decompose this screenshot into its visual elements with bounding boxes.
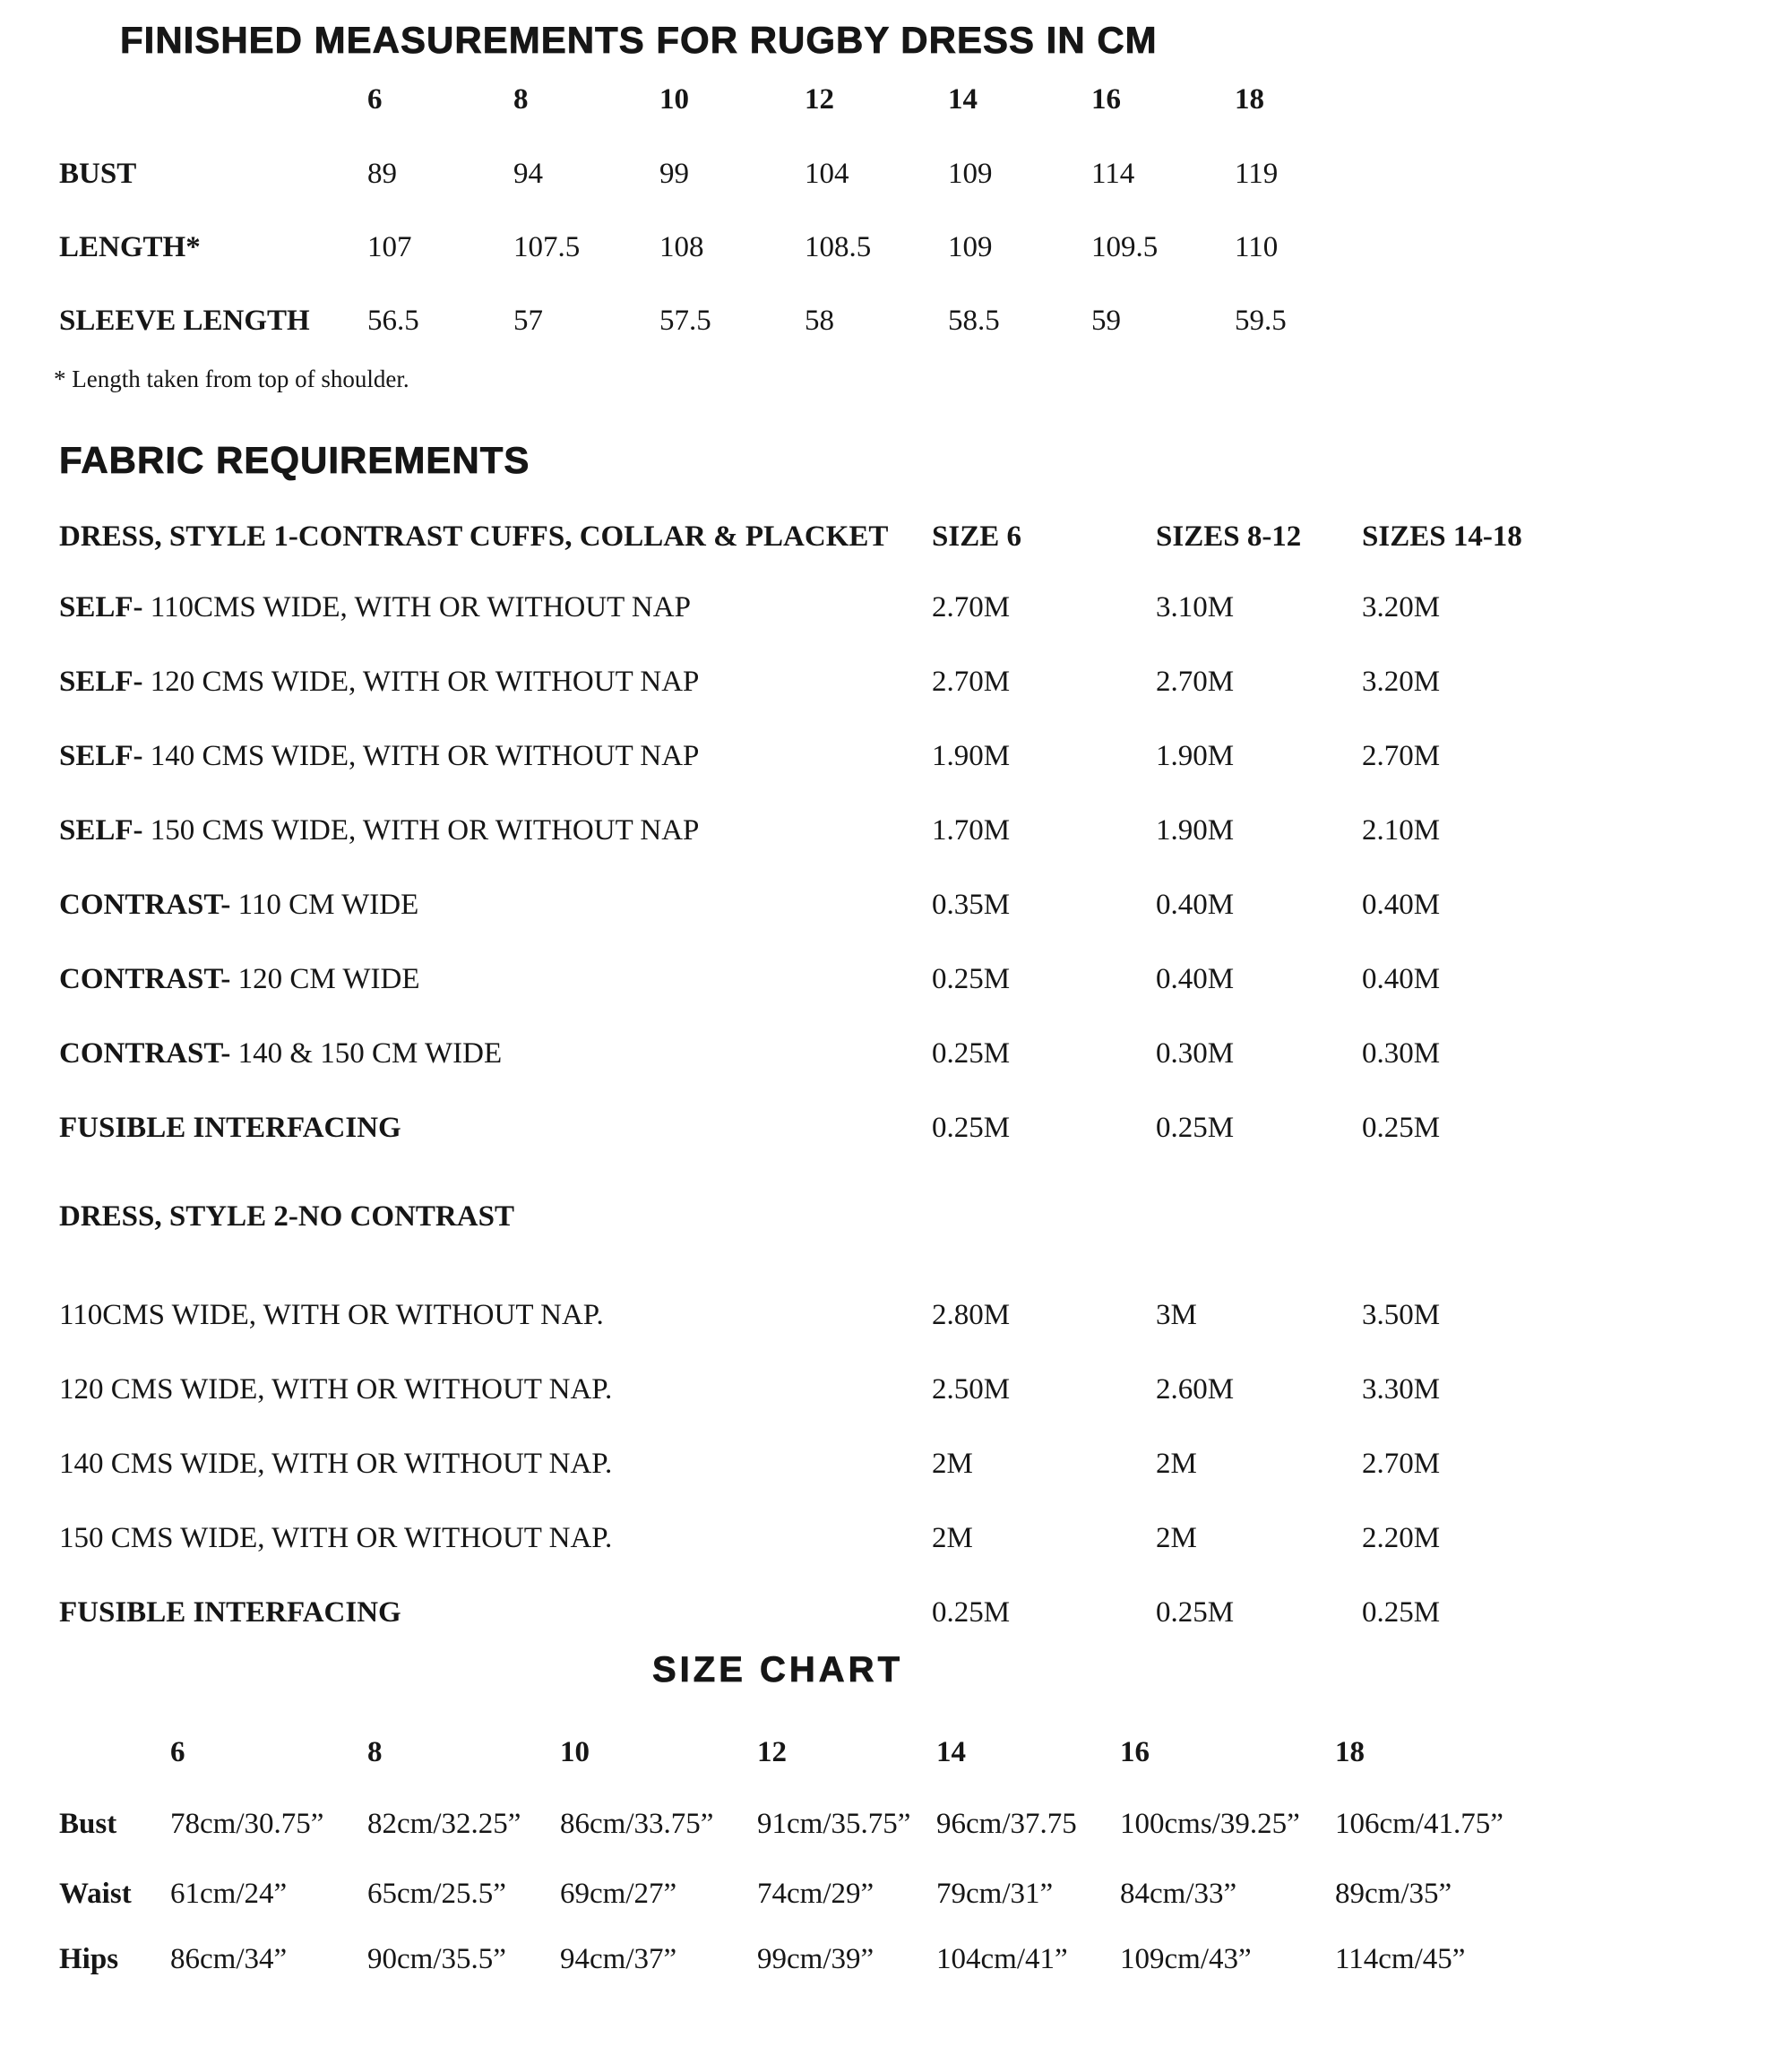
size-column-header: 16 <box>1120 1736 1150 1768</box>
cell-value: 59 <box>1091 305 1121 337</box>
cell-value: 94cm/37” <box>560 1943 677 1975</box>
cell-value: 0.25M <box>932 1112 1011 1144</box>
cell-value: 2.50M <box>932 1373 1011 1406</box>
cell-value: 3.30M <box>1362 1373 1441 1406</box>
cell-value: 0.40M <box>1362 889 1441 921</box>
row-label-bold: SELF- <box>59 814 143 847</box>
size-column-header: 6 <box>367 83 383 116</box>
fabric-column-header: SIZE 6 <box>932 520 1021 553</box>
cell-value: 2.70M <box>1156 666 1235 698</box>
cell-value: 114 <box>1091 158 1135 190</box>
row-label: Hips <box>59 1943 119 1975</box>
cell-value: 59.5 <box>1235 305 1287 337</box>
cell-value: 110 <box>1235 231 1279 263</box>
cell-value: 109.5 <box>1091 231 1159 263</box>
row-label <box>59 814 699 848</box>
cell-value: 57 <box>513 305 543 337</box>
cell-value: 91cm/35.75” <box>757 1808 911 1840</box>
cell-value: 2.60M <box>1156 1373 1235 1406</box>
cell-value: 2.10M <box>1362 814 1441 847</box>
cell-value: 0.40M <box>1362 963 1441 995</box>
cell-value: 2.20M <box>1362 1522 1441 1554</box>
cell-value: 56.5 <box>367 305 419 337</box>
cell-value: 61cm/24” <box>170 1878 288 1910</box>
cell-value: 3.20M <box>1362 666 1441 698</box>
size-column-header: 14 <box>936 1736 966 1768</box>
cell-value: 108.5 <box>805 231 872 263</box>
row-label <box>59 666 699 700</box>
row-label-bold: FUSIBLE INTERFACING <box>59 1112 401 1144</box>
style2-header: DRESS, STYLE 2-NO CONTRAST <box>59 1200 514 1233</box>
row-label-bold: CONTRAST- <box>59 889 231 921</box>
size-column-header: 10 <box>560 1736 590 1768</box>
cell-value: 106cm/41.75” <box>1335 1808 1503 1840</box>
row-label <box>59 740 699 774</box>
row-label <box>59 889 418 923</box>
row-label: SLEEVE LENGTH <box>59 305 310 337</box>
row-label-bold: SELF- <box>59 666 143 698</box>
cell-value: 3.20M <box>1362 591 1441 623</box>
cell-value: 2.70M <box>932 666 1011 698</box>
cell-value: 2.70M <box>1362 1448 1441 1480</box>
cell-value: 0.25M <box>1156 1112 1235 1144</box>
cell-value: 0.25M <box>1362 1596 1441 1629</box>
row-label-rest: 140 CMS WIDE, WITH OR WITHOUT NAP. <box>59 1448 613 1480</box>
size-column-header: 6 <box>170 1736 185 1768</box>
cell-value: 78cm/30.75” <box>170 1808 324 1840</box>
row-label <box>59 1596 401 1630</box>
cell-value: 84cm/33” <box>1120 1878 1237 1910</box>
row-label-rest: 120 CMS WIDE, WITH OR WITHOUT NAP <box>142 666 700 698</box>
cell-value: 94 <box>513 158 543 190</box>
cell-value: 114cm/45” <box>1335 1943 1466 1975</box>
row-label-bold: CONTRAST- <box>59 1037 231 1070</box>
cell-value: 2.80M <box>932 1299 1011 1331</box>
row-label-rest: 110CMS WIDE, WITH OR WITHOUT NAP <box>142 591 691 623</box>
cell-value: 57.5 <box>659 305 711 337</box>
row-label-rest: 120 CM WIDE <box>230 963 420 995</box>
row-label-rest: 150 CMS WIDE, WITH OR WITHOUT NAP. <box>59 1522 613 1554</box>
row-label <box>59 1448 612 1482</box>
row-label <box>59 963 419 997</box>
cell-value: 0.25M <box>1156 1596 1235 1629</box>
cell-value: 3.10M <box>1156 591 1235 623</box>
row-label-bold: FUSIBLE INTERFACING <box>59 1596 401 1629</box>
cell-value: 89cm/35” <box>1335 1878 1452 1910</box>
cell-value: 0.30M <box>1362 1037 1441 1070</box>
row-label <box>59 1299 604 1333</box>
fabric-column-header: SIZES 14-18 <box>1362 520 1522 553</box>
cell-value: 2M <box>932 1448 973 1480</box>
cell-value: 82cm/32.25” <box>367 1808 521 1840</box>
cell-value: 99cm/39” <box>757 1943 874 1975</box>
cell-value: 109 <box>948 158 993 190</box>
row-label <box>59 1373 612 1407</box>
size-column-header: 12 <box>805 83 834 116</box>
cell-value: 99 <box>659 158 689 190</box>
row-label-bold: CONTRAST- <box>59 963 231 995</box>
size-column-header: 14 <box>948 83 978 116</box>
cell-value: 96cm/37.75 <box>936 1808 1077 1840</box>
cell-value: 58 <box>805 305 834 337</box>
cell-value: 104cm/41” <box>936 1943 1068 1975</box>
cell-value: 0.25M <box>932 963 1011 995</box>
cell-value: 1.90M <box>1156 814 1235 847</box>
cell-value: 0.40M <box>1156 889 1235 921</box>
cell-value: 3M <box>1156 1299 1197 1331</box>
size-column-header: 18 <box>1335 1736 1365 1768</box>
size-column-header: 10 <box>659 83 689 116</box>
size-chart-heading: SIZE CHART <box>652 1650 903 1690</box>
page-title: FINISHED MEASUREMENTS FOR RUGBY DRESS IN CM <box>120 19 1158 61</box>
cell-value: 1.90M <box>932 740 1011 772</box>
cell-value: 86cm/33.75” <box>560 1808 714 1840</box>
cell-value: 109 <box>948 231 993 263</box>
row-label: Bust <box>59 1808 117 1840</box>
row-label <box>59 591 691 625</box>
cell-value: 0.25M <box>1362 1112 1441 1144</box>
cell-value: 90cm/35.5” <box>367 1943 506 1975</box>
cell-value: 2.70M <box>932 591 1011 623</box>
cell-value: 74cm/29” <box>757 1878 874 1910</box>
cell-value: 69cm/27” <box>560 1878 677 1910</box>
row-label-rest: 110 CM WIDE <box>230 889 419 921</box>
cell-value: 89 <box>367 158 397 190</box>
row-label-rest: 110CMS WIDE, WITH OR WITHOUT NAP. <box>59 1299 604 1331</box>
cell-value: 0.35M <box>932 889 1011 921</box>
cell-value: 1.90M <box>1156 740 1235 772</box>
cell-value: 109cm/43” <box>1120 1943 1252 1975</box>
fabric-column-header: SIZES 8-12 <box>1156 520 1302 553</box>
cell-value: 0.25M <box>932 1596 1011 1629</box>
cell-value: 2M <box>932 1522 973 1554</box>
size-column-header: 8 <box>367 1736 383 1768</box>
row-label <box>59 1112 401 1146</box>
row-label-rest: 150 CMS WIDE, WITH OR WITHOUT NAP <box>142 814 700 847</box>
size-column-header: 12 <box>757 1736 787 1768</box>
row-label: Waist <box>59 1878 132 1910</box>
size-column-header: 18 <box>1235 83 1264 116</box>
length-footnote: * Length taken from top of shoulder. <box>54 365 409 392</box>
row-label-rest: 120 CMS WIDE, WITH OR WITHOUT NAP. <box>59 1373 613 1406</box>
row-label-bold: SELF- <box>59 591 143 623</box>
row-label-rest: 140 & 150 CM WIDE <box>230 1037 503 1070</box>
row-label: BUST <box>59 158 137 190</box>
cell-value: 0.25M <box>932 1037 1011 1070</box>
style1-header: DRESS, STYLE 1-CONTRAST CUFFS, COLLAR & PLACKET <box>59 520 889 553</box>
cell-value: 3.50M <box>1362 1299 1441 1331</box>
row-label <box>59 1522 612 1556</box>
size-column-header: 16 <box>1091 83 1121 116</box>
cell-value: 107 <box>367 231 412 263</box>
size-column-header: 8 <box>513 83 529 116</box>
cell-value: 108 <box>659 231 704 263</box>
cell-value: 2.70M <box>1362 740 1441 772</box>
cell-value: 100cms/39.25” <box>1120 1808 1300 1840</box>
cell-value: 104 <box>805 158 849 190</box>
cell-value: 1.70M <box>932 814 1011 847</box>
cell-value: 107.5 <box>513 231 581 263</box>
cell-value: 2M <box>1156 1448 1197 1480</box>
cell-value: 119 <box>1235 158 1279 190</box>
cell-value: 79cm/31” <box>936 1878 1054 1910</box>
cell-value: 86cm/34” <box>170 1943 288 1975</box>
cell-value: 0.30M <box>1156 1037 1235 1070</box>
row-label <box>59 1037 502 1071</box>
row-label-rest: 140 CMS WIDE, WITH OR WITHOUT NAP <box>142 740 700 772</box>
cell-value: 65cm/25.5” <box>367 1878 506 1910</box>
cell-value: 58.5 <box>948 305 1000 337</box>
cell-value: 2M <box>1156 1522 1197 1554</box>
row-label-bold: SELF- <box>59 740 143 772</box>
fabric-requirements-heading: FABRIC REQUIREMENTS <box>59 439 530 481</box>
cell-value: 0.40M <box>1156 963 1235 995</box>
row-label: LENGTH* <box>59 231 201 263</box>
